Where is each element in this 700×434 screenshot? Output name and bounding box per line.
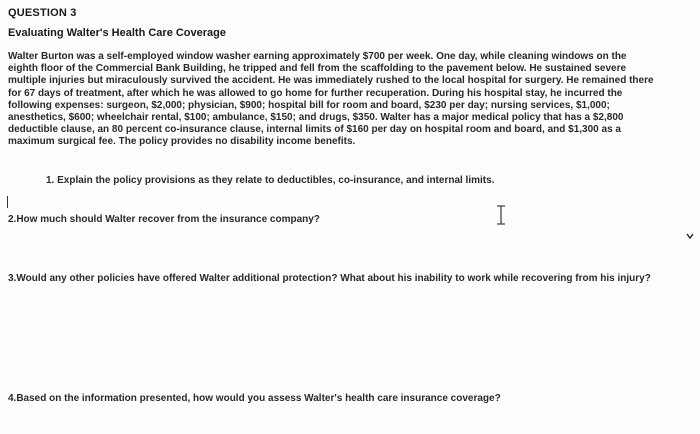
question-1: 1. Explain the policy provisions as they relate to deductibles, co-insurance, and internal limits. [46,175,495,186]
caret-down-icon [686,233,694,239]
question-2: 2.How much should Walter recover from the insurance company? [8,214,320,225]
ibeam-cursor-icon [495,205,507,225]
case-line: maximum surgical fee. The policy provides no disability income benefits. [8,136,356,148]
case-line: for 67 days of treatment, after which he was allowed to go home for further recuperation. During his hospital stay, he incurred the [8,87,623,99]
question-title: Evaluating Walter's Health Care Coverage [8,27,227,39]
case-line: following expenses: surgeon, $2,000; physician, $900; hospital bill for room and board, $230 per day; nursing services, $1,000; [8,99,610,111]
question-number: QUESTION 3 [8,7,77,19]
case-line: multiple injuries but miraculously survived the accident. He was immediately rushed to the local hospital for surgery. He remained there [8,75,654,87]
case-line: Walter Burton was a self-employed window washer earning approximately $700 per week. One day, while cleaning windows on the [8,51,627,62]
case-description [8,51,692,149]
question-3: 3.Would any other policies have offered Walter additional protection? What about his inability to work while recovering from his injury? [8,273,651,284]
question-4: 4.Based on the information presented, how would you assess Walter's health care insurance coverage? [8,393,501,404]
case-line: eighth floor of the Commercial Bank Building, he tripped and fell from the scaffolding to the pavement below. He sustained severe [8,63,627,75]
case-line: deductible clause, an 80 percent co-insurance clause, internal limits of $160 per day on hospital room and board, and $1,300 as a [8,124,621,136]
case-line: anesthetics, $600; wheelchair rental, $100; ambulance, $150; and drugs, $350. Walter has a major medical policy that has a $2,800 [8,112,624,124]
text-cursor [7,196,8,208]
